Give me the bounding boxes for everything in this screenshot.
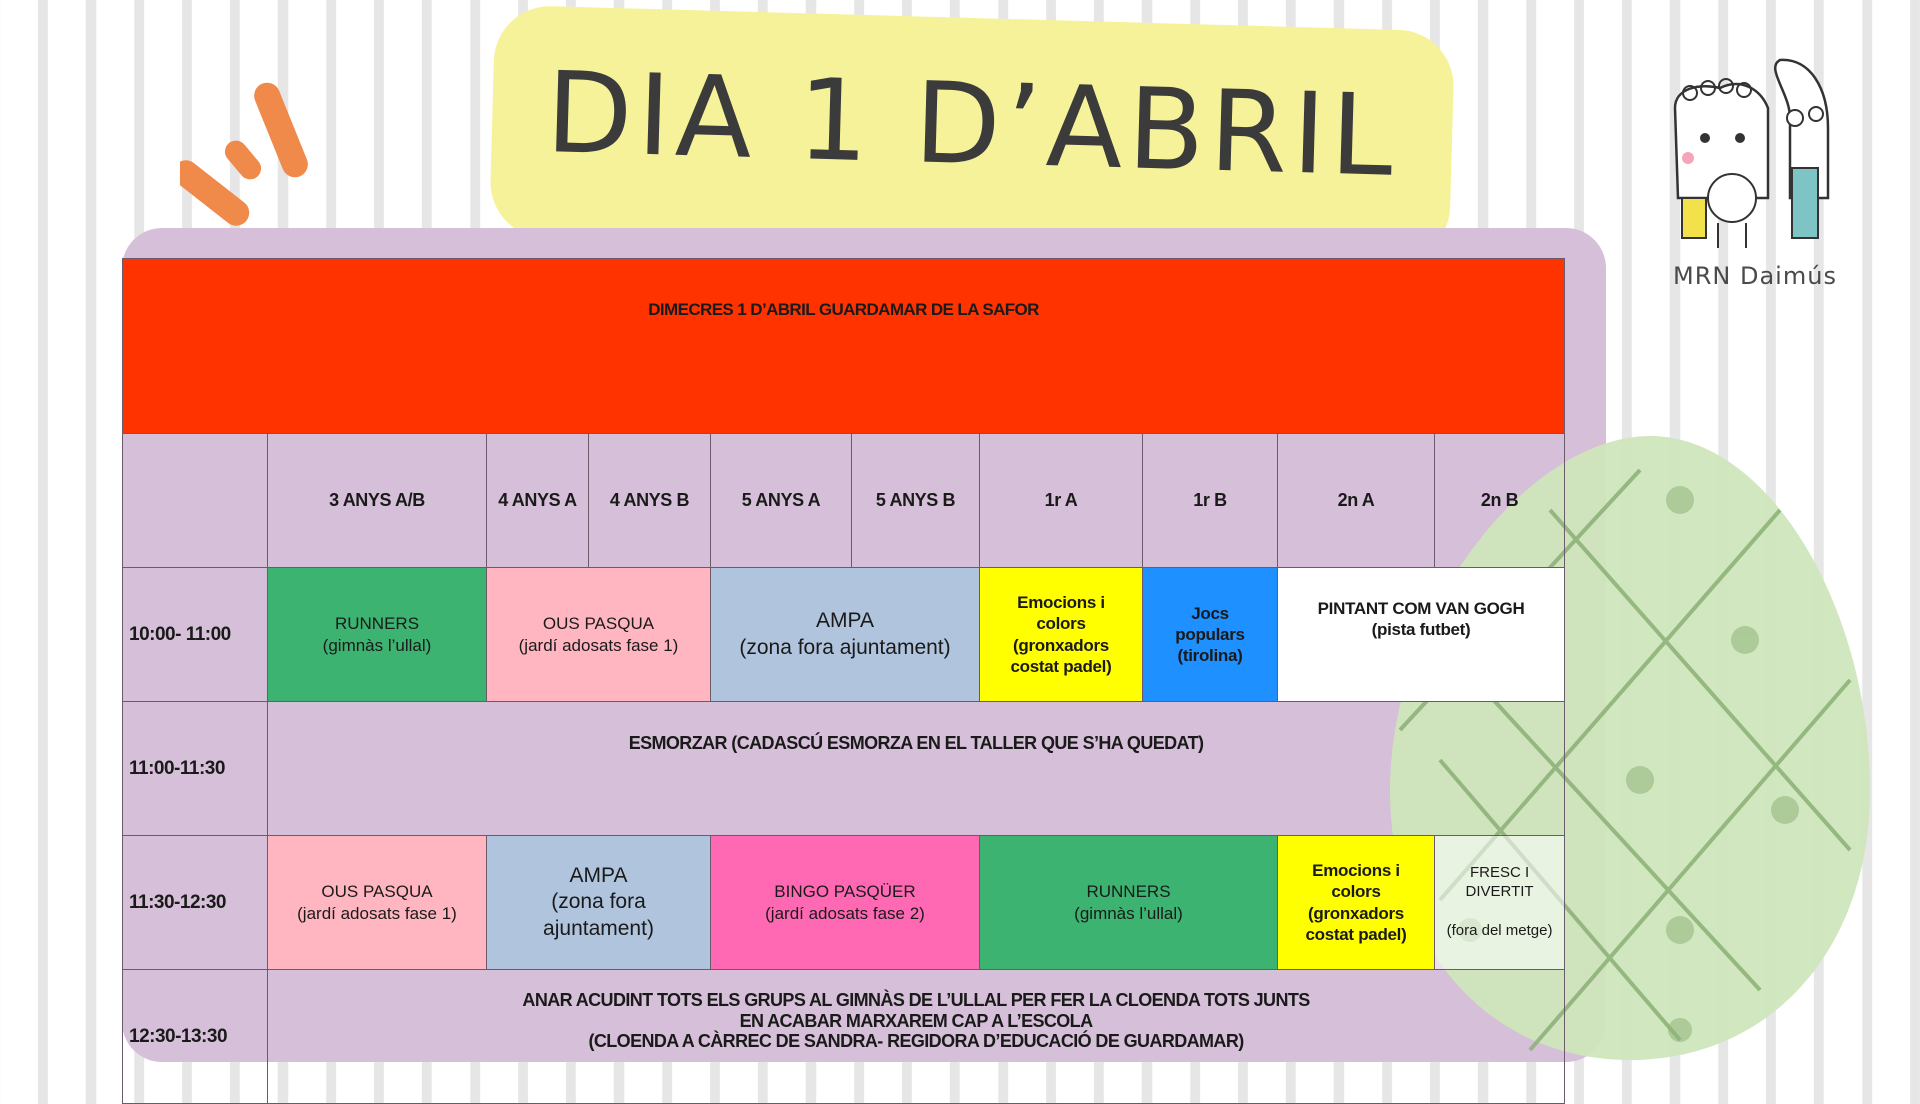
logo-text: MRN Daimús bbox=[1673, 262, 1837, 290]
activity-esmorzar: ESMORZAR (CADASCÚ ESMORZA EN EL TALLER QUE S’HA QUEDAT) bbox=[268, 702, 1565, 836]
activity-emocions-colors bbox=[980, 568, 1143, 702]
schedule-header: DIMECRES 1 D’ABRIL GUARDAMAR DE LA SAFOR bbox=[123, 259, 1565, 434]
schedule-row-3 bbox=[123, 836, 1565, 970]
activity-location: (gimnàs l’ullal) bbox=[1074, 903, 1183, 923]
activity-ous-pasqua bbox=[268, 836, 487, 970]
activity-title: populars bbox=[1175, 624, 1245, 644]
empty-corner-cell bbox=[123, 434, 268, 568]
group-header: 1r B bbox=[1143, 434, 1278, 568]
time-cell: 12:30-13:30 bbox=[123, 970, 268, 1104]
activity-location: (gronxadors bbox=[1308, 903, 1404, 923]
time-cell: 11:00-11:30 bbox=[123, 702, 268, 836]
schedule-row-4 bbox=[123, 970, 1565, 1104]
group-header: 4 ANYS A bbox=[487, 434, 589, 568]
activity-title: DIVERTIT bbox=[1465, 883, 1534, 901]
schedule-row-1 bbox=[123, 568, 1565, 702]
mrn-daimus-logo bbox=[1660, 48, 1850, 258]
activity-title: colors bbox=[1331, 882, 1381, 902]
activity-title: Emocions i bbox=[1017, 593, 1105, 612]
activity-title: PINTANT COM VAN GOGH bbox=[1317, 599, 1525, 618]
cloenda-line: ANAR ACUDINT TOTS ELS GRUPS AL GIMNÀS DE L’ULLAL PER FER LA CLOENDA TOTS JUNTS bbox=[522, 990, 1310, 1010]
activity-location: (zona fora ajuntament) bbox=[739, 635, 951, 659]
activity-runners bbox=[980, 836, 1278, 970]
activity-title: RUNNERS bbox=[1086, 882, 1171, 902]
activity-runners bbox=[268, 568, 487, 702]
activity-cloenda bbox=[268, 970, 1565, 1104]
activity-location: (gimnàs l’ullal) bbox=[322, 635, 432, 655]
activity-title: AMPA bbox=[816, 609, 874, 633]
page-title: DIA 1 D’ABRIL bbox=[544, 48, 1400, 202]
activity-jocs-populars bbox=[1143, 568, 1278, 702]
activity-title: colors bbox=[1036, 614, 1086, 634]
activity-title: BINGO PASQÜER bbox=[774, 882, 916, 902]
groups-row bbox=[123, 434, 1565, 568]
activity-title: AMPA bbox=[569, 864, 628, 888]
group-header: 5 ANYS B bbox=[852, 434, 980, 568]
activity-location: (jardí adosats fase 1) bbox=[518, 635, 679, 655]
activity-location: costat padel) bbox=[1010, 656, 1112, 676]
activity-location: (jardí adosats fase 2) bbox=[765, 903, 925, 923]
activity-location: (fora del metge) bbox=[1446, 921, 1553, 939]
activity-location: (zona fora bbox=[551, 890, 646, 914]
group-header: 1r A bbox=[980, 434, 1143, 568]
activity-fresc-divertit bbox=[1435, 836, 1565, 970]
activity-location: (tirolina) bbox=[1177, 646, 1243, 666]
activity-pintant-van-gogh bbox=[1278, 568, 1565, 702]
activity-location: ajuntament) bbox=[543, 916, 654, 940]
activity-title: Jocs bbox=[1191, 603, 1229, 623]
activity-ampa bbox=[711, 568, 980, 702]
activity-title: RUNNERS bbox=[334, 614, 420, 634]
group-header: 2n B bbox=[1435, 434, 1565, 568]
time-cell: 10:00- 11:00 bbox=[123, 568, 268, 702]
cloenda-line: EN ACABAR MARXAREM CAP A L’ESCOLA bbox=[739, 1010, 1093, 1031]
activity-location: (jardí adosats fase 1) bbox=[297, 903, 457, 923]
activity-emocions-colors bbox=[1278, 836, 1435, 970]
group-header: 4 ANYS B bbox=[589, 434, 711, 568]
activity-title: FRESC I bbox=[1469, 864, 1530, 882]
group-header: 2n A bbox=[1278, 434, 1435, 568]
activity-location: (gronxadors bbox=[1013, 635, 1109, 655]
activity-title: OUS PASQUA bbox=[542, 614, 655, 634]
cloenda-line: (CLOENDA A CÀRREC DE SANDRA- REGIDORA D’EDUCACIÓ DE GUARDAMAR) bbox=[588, 1031, 1244, 1052]
activity-location: (pista futbet) bbox=[1371, 620, 1471, 640]
activity-title: OUS PASQUA bbox=[321, 882, 433, 902]
activity-bingo-pasquer bbox=[711, 836, 980, 970]
group-header: 3 ANYS A/B bbox=[268, 434, 487, 568]
activity-ampa bbox=[487, 836, 711, 970]
activity-title: Emocions i bbox=[1312, 861, 1400, 880]
schedule-row-2 bbox=[123, 702, 1565, 836]
activity-location: costat padel) bbox=[1305, 924, 1407, 944]
time-cell: 11:30-12:30 bbox=[123, 836, 268, 970]
activity-ous-pasqua bbox=[487, 568, 711, 702]
group-header: 5 ANYS A bbox=[711, 434, 852, 568]
schedule-table bbox=[122, 258, 1565, 1104]
